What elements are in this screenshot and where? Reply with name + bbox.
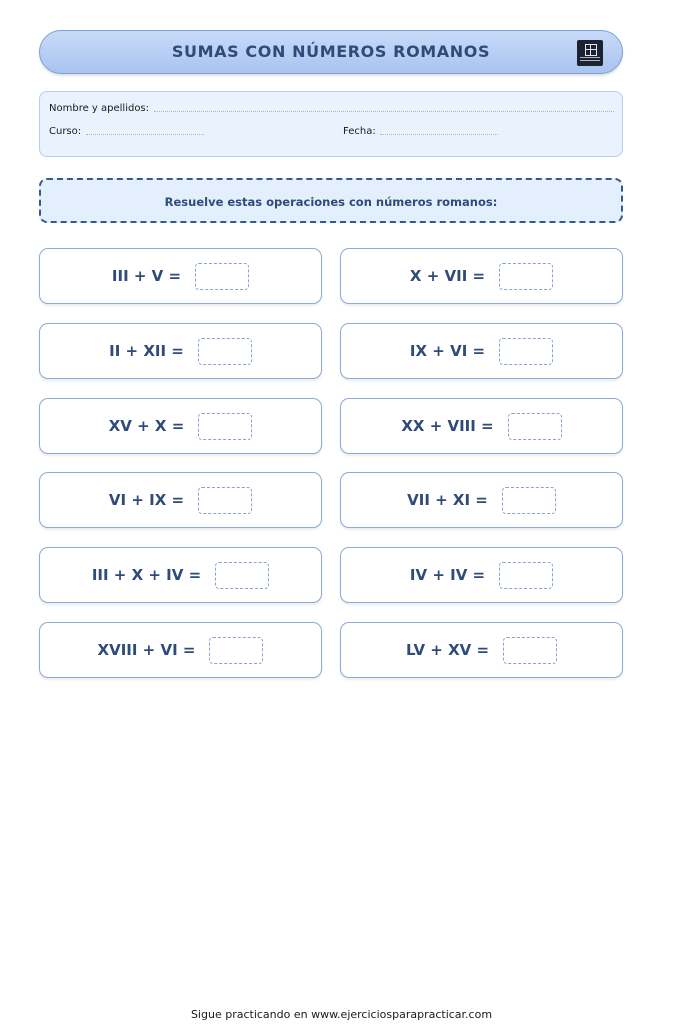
exercise-expression: IV + IV = <box>409 566 486 584</box>
title-banner <box>39 30 623 74</box>
exercise-card <box>340 622 623 678</box>
logo-mark <box>585 44 597 56</box>
logo-line <box>580 60 600 61</box>
exercise-expression: VII + XI = <box>407 491 488 509</box>
date-field[interactable] <box>380 134 498 135</box>
answer-box[interactable] <box>499 562 553 589</box>
answer-box[interactable] <box>503 637 557 664</box>
exercise-expression: II + XII = <box>109 342 184 360</box>
exercise-expression: XV + X = <box>108 417 185 435</box>
exercise-card <box>39 622 322 678</box>
name-label: Nombre y apellidos: <box>49 103 150 114</box>
exercise-card <box>340 248 623 304</box>
exercise-card <box>39 472 322 528</box>
answer-box[interactable] <box>215 562 269 589</box>
answer-box[interactable] <box>198 413 252 440</box>
name-field[interactable] <box>154 111 614 112</box>
exercise-card <box>340 547 623 603</box>
answer-box[interactable] <box>195 263 249 290</box>
exercise-card <box>39 323 322 379</box>
exercise-card <box>340 472 623 528</box>
student-info-panel <box>39 91 623 157</box>
exercise-expression: XVIII + VI = <box>97 641 196 659</box>
exercise-card <box>340 398 623 454</box>
exercise-expression: VI + IX = <box>108 491 185 509</box>
answer-box[interactable] <box>508 413 562 440</box>
grid-logo-icon <box>577 40 603 66</box>
instructions-text: Resuelve estas operaciones con números romanos: <box>164 195 498 209</box>
answer-box[interactable] <box>209 637 263 664</box>
exercise-expression: III + X + IV = <box>91 566 202 584</box>
answer-box[interactable] <box>198 487 252 514</box>
exercise-expression: III + V = <box>111 267 182 285</box>
answer-box[interactable] <box>502 487 556 514</box>
exercise-expression: XX + VIII = <box>401 417 494 435</box>
course-field[interactable] <box>86 134 204 135</box>
exercise-expression: X + VII = <box>409 267 486 285</box>
logo-line <box>580 57 600 58</box>
exercise-card <box>39 547 322 603</box>
footer-text: Sigue practicando en www.ejerciciosparapracticar.com <box>190 1008 493 1021</box>
page-title: SUMAS CON NÚMEROS ROMANOS <box>171 42 491 61</box>
date-label: Fecha: <box>343 126 376 137</box>
exercise-card <box>39 398 322 454</box>
answer-box[interactable] <box>198 338 252 365</box>
exercise-expression: LV + XV = <box>405 641 490 659</box>
exercise-expression: IX + VI = <box>409 342 486 360</box>
answer-box[interactable] <box>499 263 553 290</box>
answer-box[interactable] <box>499 338 553 365</box>
exercise-card <box>340 323 623 379</box>
exercise-card <box>39 248 322 304</box>
course-label: Curso: <box>49 126 82 137</box>
instructions-box <box>39 178 623 223</box>
